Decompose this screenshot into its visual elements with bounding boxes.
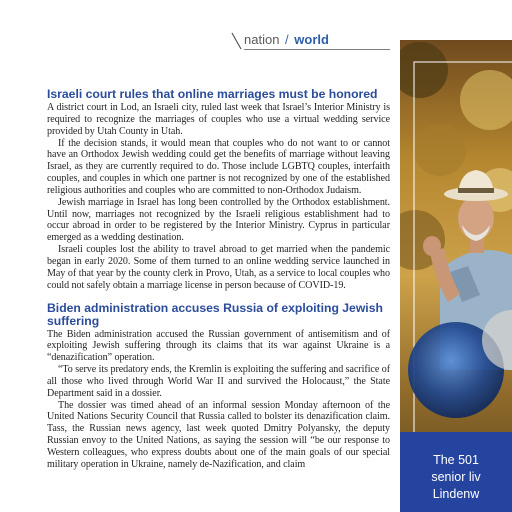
article-paragraph: Jewish marriage in Israel has long been controlled by the Orthodox establishment. Until now, marriages not recognized by the Israeli religious establishment had to occur abroad in order to be registered by the Interior Ministry. Cyprus in particular emerged as a wedding destination. — [47, 196, 390, 244]
ad-caption-line: senior liv — [431, 470, 481, 484]
article-paragraph: If the decision stands, it would mean that couples who do not want to or cannot have an Orthodox Jewish wedding could get the benefits of marriage without leaving Israel, as they are currently required to do. Those include LGBTQ couples, interfaith couples, and couples in which one partner is not recognized by one of the established religious authorities and couples who are committed to non-Orthodox Judaism. — [47, 137, 390, 196]
slash-mark-icon — [230, 32, 244, 50]
article-column — [47, 88, 390, 471]
article-headline: Israeli court rules that online marriages must be honored — [47, 87, 378, 101]
section-rule — [244, 49, 390, 50]
article-paragraph: Israeli couples lost the ability to travel abroad to get married when the pandemic began in early 2020. Some of them turned to an online wedding service launched in May of that year by the county clerk in Provo, Utah, as a service to local couples who could not safely obtain a marriage license in person because of COVID-19. — [47, 244, 390, 291]
ad-caption — [400, 452, 512, 503]
ad-photo — [400, 40, 512, 512]
section-label — [244, 32, 329, 48]
article-paragraph: The dossier was timed ahead of an informal session Monday afternoon of the United Nations Security Council that Russia called to bolster its denazification claim. Tass, the Russian news agency, last week quoted Dmitry Polyansky, the deputy Russian envoy to the United Nations, as saying the session will “be our response to Western colleagues, who express doubts about one of the main goals of our special military operation in Ukraine, namely de-Nazification, and claim — [47, 399, 390, 470]
article-paragraph: The Biden administration accused the Russian government of antisemitism and of exploiting Jewish suffering through its claims that its war against Ukraine is a “denazification” operation. — [47, 328, 390, 364]
section-separator: / — [285, 32, 289, 47]
article-paragraph: A district court in Lod, an Israeli city, ruled last week that Israel’s Interior Ministry is required to recognize the marriages of couples who use a virtual wedding service provided by Utah County in Utah. — [47, 102, 390, 137]
section-header — [230, 30, 390, 50]
ad-caption-line: The 501 — [433, 453, 479, 467]
section-world: world — [294, 32, 329, 47]
article-paragraph: “To serve its predatory ends, the Kremlin is exploiting the suffering and sacrifice of all those who lived through World War II and survived the Holocaust,” the State Department said in a dossier. — [47, 364, 390, 399]
section-nation: nation — [244, 32, 280, 47]
ad-caption-line: Lindenw — [432, 487, 480, 501]
article-headline: Biden administration accuses Russia of exploiting Jewish suffering — [47, 300, 383, 328]
